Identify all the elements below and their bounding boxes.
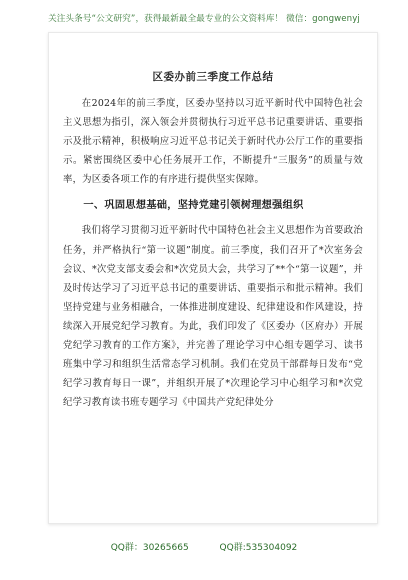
- document-title: 区委办前三季度工作总结: [152, 71, 274, 83]
- section-heading: 一、巩固思想基础，坚持党建引领树理想强组织: [83, 199, 304, 212]
- section-paragraph: 我们将学习贯彻习近平新时代中国特色社会主义思想作为首要政治任务，并严格执行“第一议题”制度。前三季度，我们召开了*次室务会会议、*次党支部支委会和*次党员大会，共学习了**个“第一议题”，并及时传达学习了习近平总书记的重要讲话、重要指示和批示精神。我们坚持党建与业务相融合，一体推进制度建设、纪律建设和作风建设，持续深入开展党纪学习教育。为此，我们印发了《区委办（区府办）开展党纪学习教育的工作方案》，并完善了理论学习中心组专题学习、读书班集中学习和组织生活常态学习机制。我们在党员干部群每日发布“党纪学习教育每日一课”，并组织开展了*次理论学习中心组学习和*次党纪学习教育读书班专题学习《中国共产党纪律处分: [63, 225, 363, 409]
- document-content: [63, 69, 363, 412]
- qq-group-1: QQ群：30265665: [110, 543, 189, 553]
- intro-paragraph: 在2024年的前三季度，区委办坚持以习近平新时代中国特色社会主义思想为指引，深入领会并贯彻执行习近平总书记重要讲话、重要指示及批示精神，积极响应习近平总书记关于新时代办公厅工作的重要指示。紧密围绕区委中心任务展开工作，不断提升“三服务”的质量与效率，为区委各项工作的有序进行提供坚实保障。: [63, 98, 363, 186]
- document-page: [48, 32, 378, 524]
- footer-contacts: [0, 540, 408, 553]
- header-banner: 关注头条号“公文研究”，获得最新最全最专业的公文资料库！ 微信：gongwenyj: [48, 14, 360, 24]
- qq-group-2: QQ群:535304092: [219, 543, 298, 553]
